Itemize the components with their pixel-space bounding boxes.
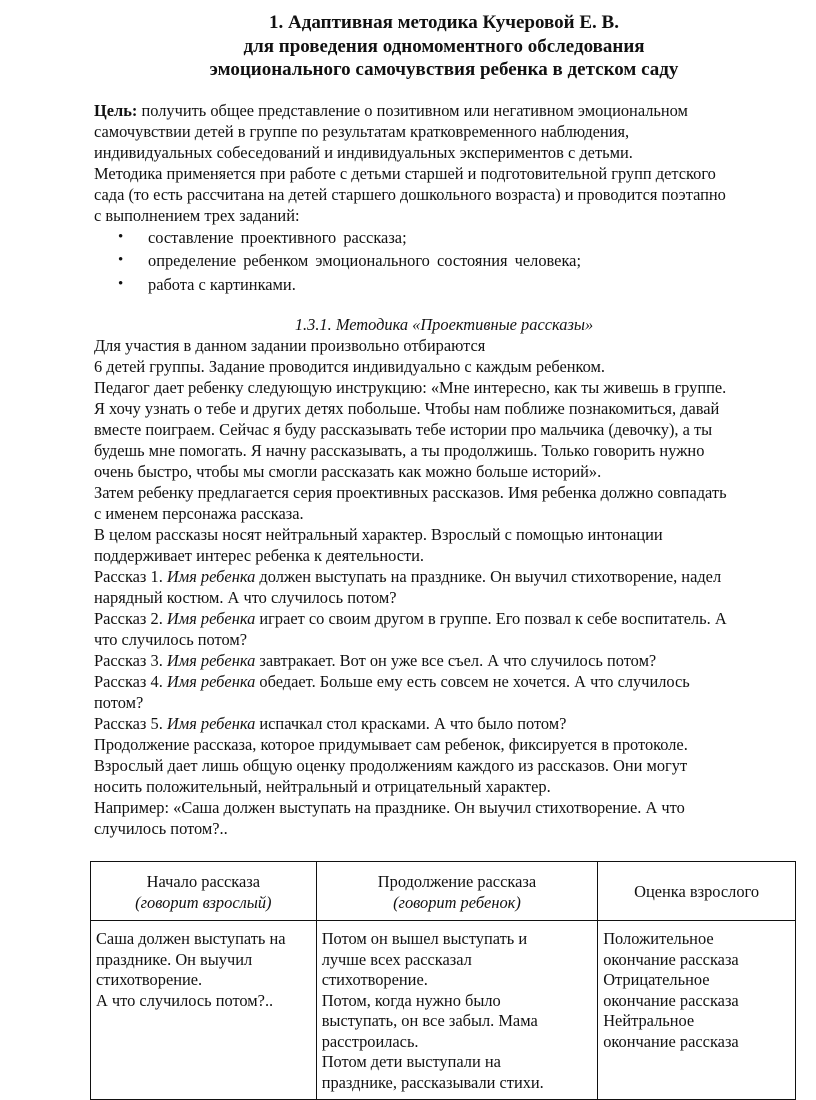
intro-line: очень быстро, чтобы мы смогли рассказать как можно больше историй».: [94, 462, 602, 481]
title-line-3: эмоционального самочувствия ребенка в детском саду: [209, 59, 679, 80]
table-cell-story-continuation: Потом он вышел выступать и лучше всех рассказал стихотворение. Потом, когда нужно было выступать, он все забыл. Мама расстроилась. Потом дети выступали на празднике, рассказывали стихи.: [316, 921, 598, 1100]
table-cell-adult-assessment: Положительное окончание рассказа Отрицательное окончание рассказа Нейтральное окончание рассказа: [598, 921, 796, 1100]
story-1-cont: нарядный костюм. А что случилось потом?: [94, 588, 397, 607]
stories-list: [94, 566, 794, 734]
child-name-placeholder: Имя ребенка: [166, 609, 256, 628]
title-line-2: для проведения одномоментного обследования: [243, 35, 645, 57]
story-3: Рассказ 3. Имя ребенка завтракает. Вот он уже все съел. А что случилось потом?: [94, 651, 657, 670]
table-header-cell: Оценка взрослого: [598, 862, 796, 921]
task-item: • работа с картинками.: [94, 273, 794, 297]
task-list: [94, 226, 794, 297]
child-name-placeholder: Имя ребенка: [166, 567, 256, 586]
goal-line: самочувствии детей в группе по результатам кратковременного наблюдения,: [94, 121, 630, 141]
goal-line: индивидуальных собеседований и индивидуальных экспериментов с детьми.: [94, 142, 633, 162]
story-2-cont: что случилось потом?: [94, 630, 248, 649]
story-5: Рассказ 5. Имя ребенка испачкал стол красками. А что было потом?: [94, 714, 567, 733]
child-name-placeholder: Имя ребенка: [166, 714, 256, 733]
goal-paragraph: [94, 100, 794, 163]
table-header-cell: Начало рассказа (говорит взрослый): [91, 862, 317, 921]
section-subtitle: 1.3.1. Методика «Проективные рассказы»: [294, 315, 594, 334]
intro-line: Для участия в данном задании произвольно отбираются: [94, 336, 486, 355]
child-name-placeholder: Имя ребенка: [166, 672, 256, 691]
table-header-cell: Продолжение рассказа (говорит ребенок): [316, 862, 598, 921]
intro-paragraph: [94, 335, 794, 566]
document-page: [94, 11, 794, 1100]
intro-line: В целом рассказы носят нейтральный характер. Взрослый с помощью интонации: [94, 525, 663, 544]
document-title: [94, 11, 794, 82]
outro-line: Продолжение рассказа, которое придумывает сам ребенок, фиксируется в протоколе.: [94, 735, 688, 754]
method-line: Методика применяется при работе с детьми старшей и подготовительной групп детского: [94, 163, 716, 183]
intro-line: будешь мне помогать. Я начну рассказывать, а ты продолжишь. Только говорить нужно: [94, 441, 705, 460]
title-line-1: 1. Адаптивная методика Кучеровой Е. В.: [269, 12, 619, 33]
outro-line: Например: «Саша должен выступать на празднике. Он выучил стихотворение. А что: [94, 798, 685, 817]
example-table: [90, 861, 796, 1100]
story-1: Рассказ 1. Имя ребенка должен выступать на празднике. Он выучил стихотворение, надел: [94, 567, 722, 586]
goal-label: Цель:: [94, 100, 138, 120]
table-row: [91, 921, 796, 1100]
outro-paragraph: [94, 734, 794, 839]
intro-line: Затем ребенку предлагается серия проективных рассказов. Имя ребенка должно совпадать: [94, 483, 727, 502]
goal-line: получить общее представление о позитивном или негативном эмоциональном: [137, 100, 688, 120]
method-line: сада (то есть рассчитана на детей старшего дошкольного возраста) и проводится поэтапно: [94, 184, 726, 204]
table-cell-story-start: Саша должен выступать на празднике. Он выучил стихотворение. А что случилось потом?..: [91, 921, 317, 1100]
child-name-placeholder: Имя ребенка: [166, 651, 256, 670]
method-paragraph: [94, 163, 794, 226]
task-item: • составление проективного рассказа;: [94, 226, 794, 250]
method-line: с выполнением трех заданий:: [94, 205, 300, 225]
task-item: • определение ребенком эмоционального состояния человека;: [94, 249, 794, 273]
story-2: Рассказ 2. Имя ребенка играет со своим другом в группе. Его позвал к себе воспитатель. А: [94, 609, 727, 628]
outro-line: Взрослый дает лишь общую оценку продолжениям каждого из рассказов. Они могут: [94, 756, 688, 775]
story-4-cont: потом?: [94, 693, 144, 712]
outro-line: носить положительный, нейтральный и отрицательный характер.: [94, 777, 551, 796]
intro-line: с именем персонажа рассказа.: [94, 504, 304, 523]
intro-line: Педагог дает ребенку следующую инструкцию: «Мне интересно, как ты живешь в группе.: [94, 378, 727, 397]
story-4: Рассказ 4. Имя ребенка обедает. Больше ему есть совсем не хочется. А что случилось: [94, 672, 690, 691]
intro-line: поддерживает интерес ребенка к деятельности.: [94, 546, 425, 565]
intro-line: 6 детей группы. Задание проводится индивидуально с каждым ребенком.: [94, 357, 606, 376]
table-header-row: [91, 862, 796, 921]
outro-line: случилось потом?..: [94, 819, 228, 838]
intro-line: Я хочу узнать о тебе и других детях побольше. Чтобы нам поближе познакомиться, давай: [94, 399, 720, 418]
intro-line: вместе поиграем. Сейчас я буду рассказывать тебе истории про мальчика (девочку), а ты: [94, 420, 713, 439]
